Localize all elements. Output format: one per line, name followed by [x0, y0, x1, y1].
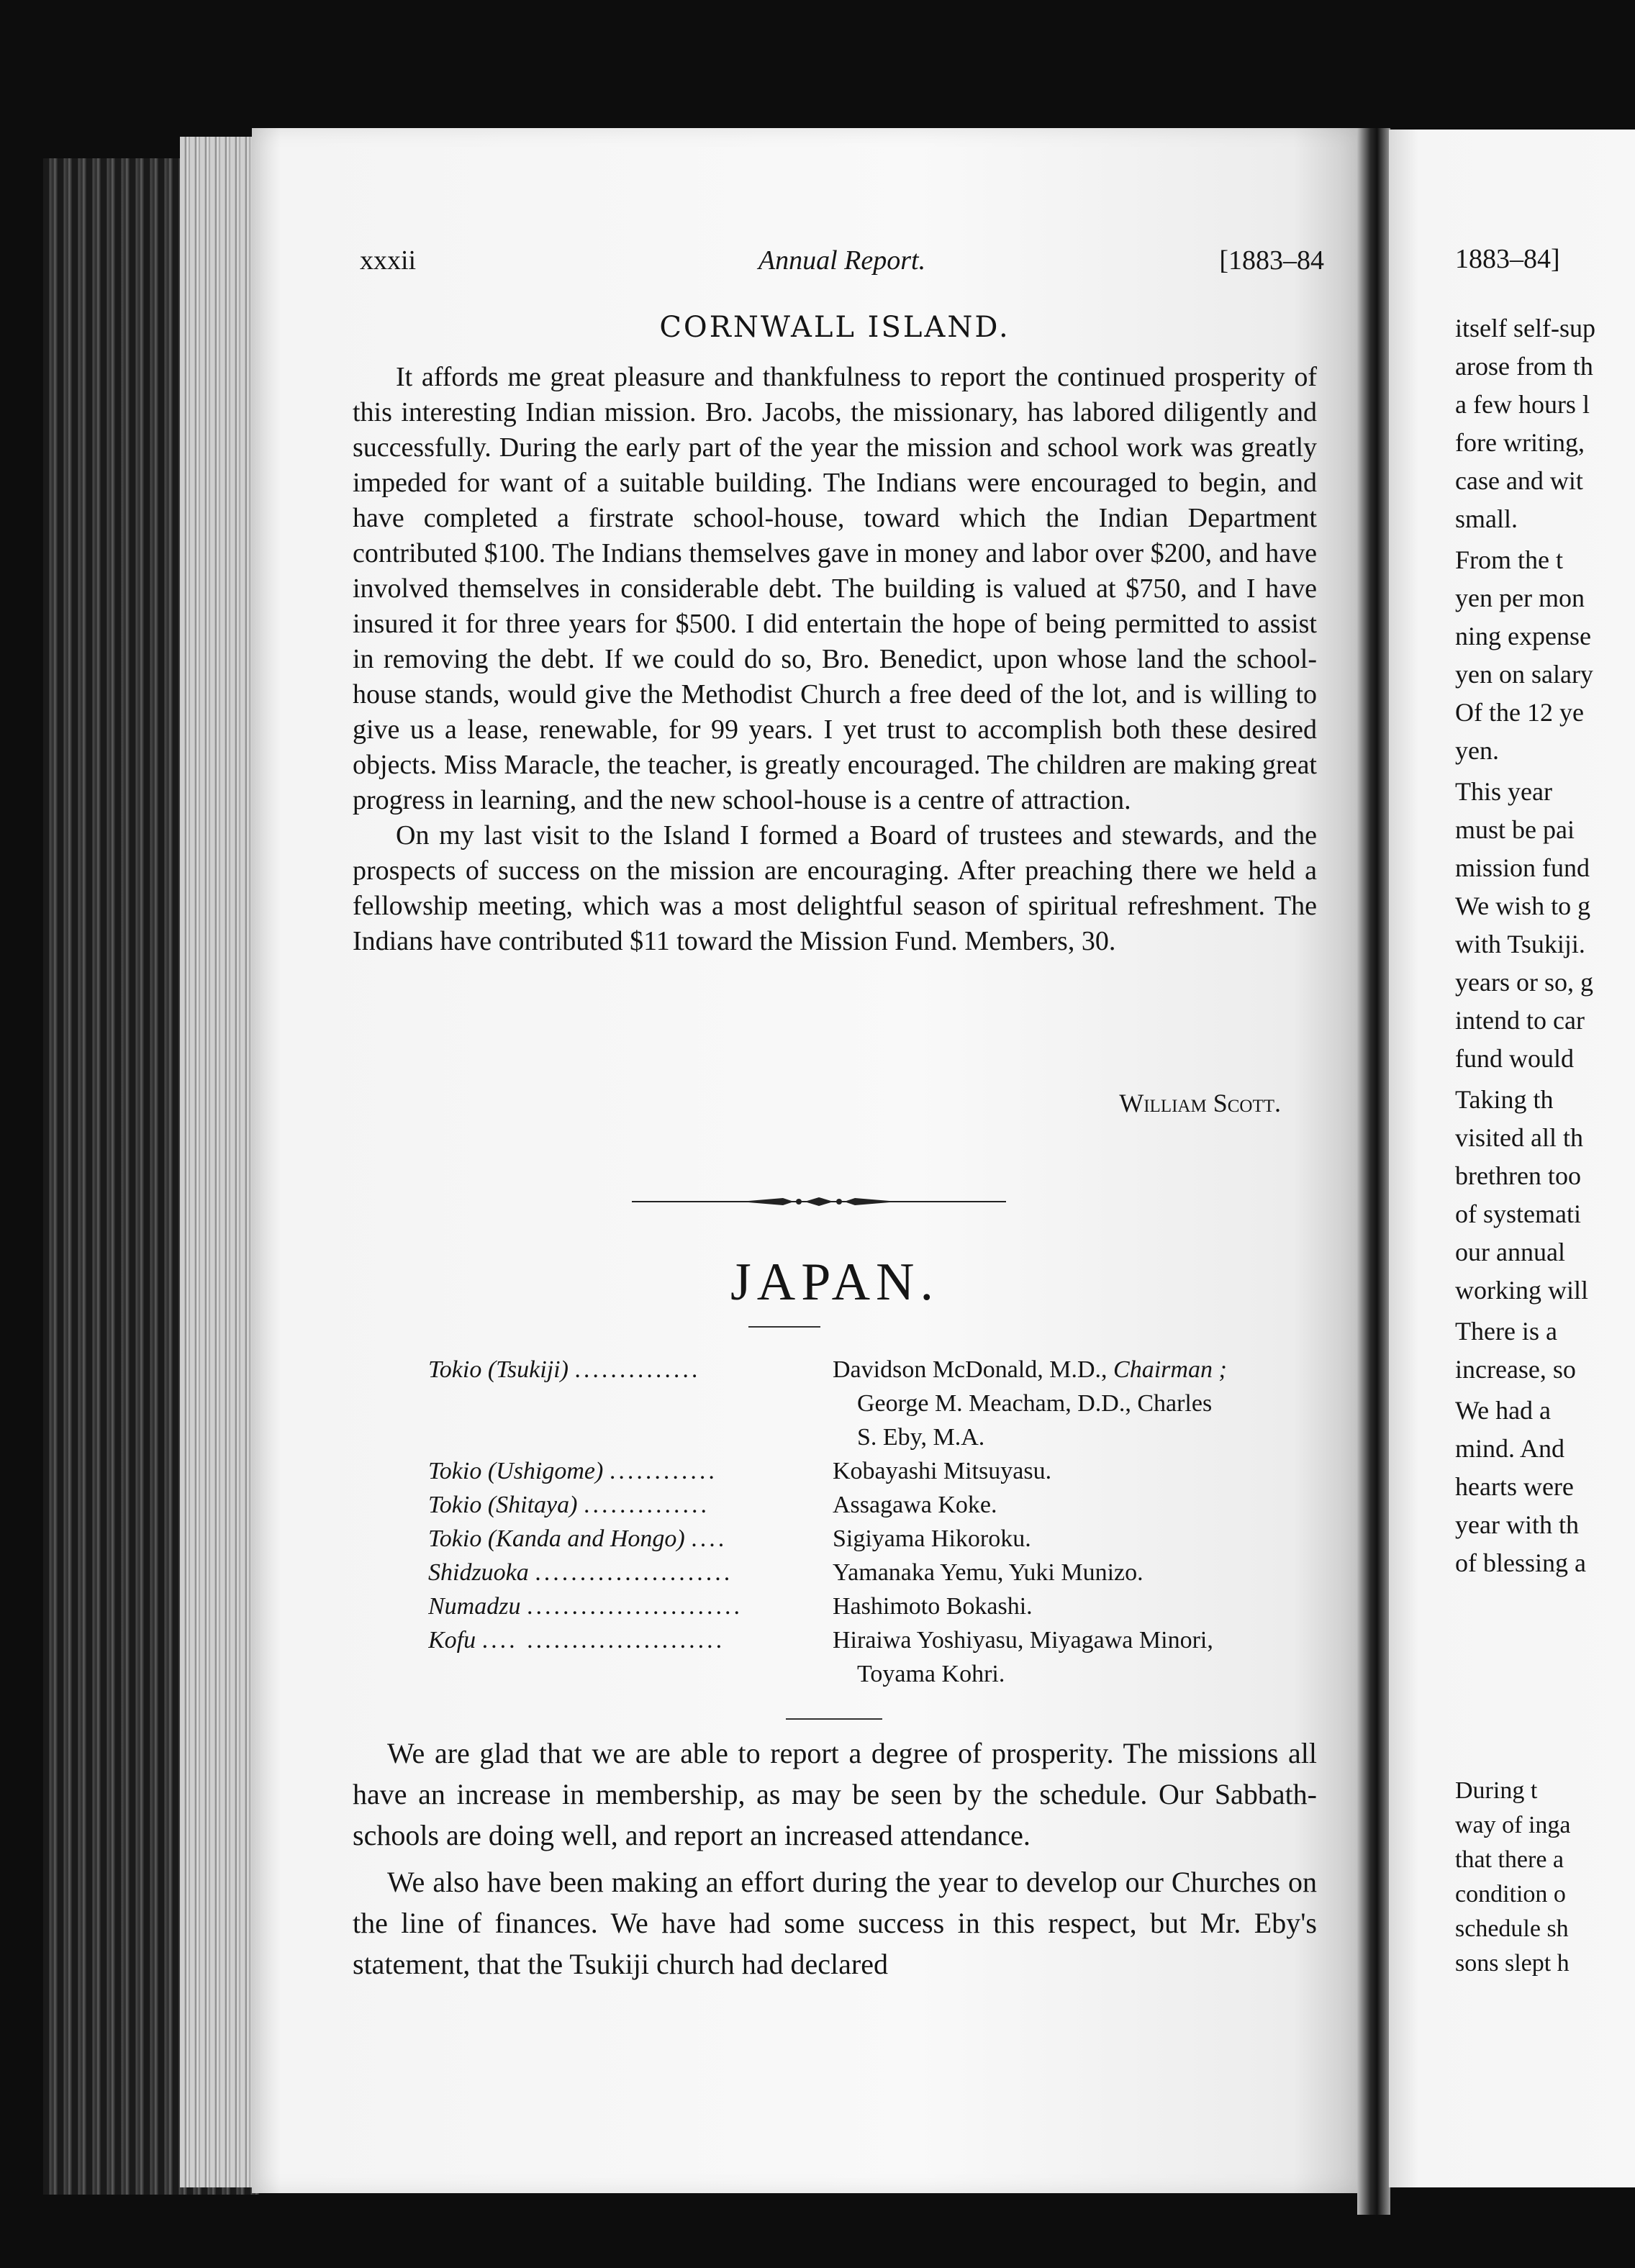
right-page-line: yen on salary	[1455, 660, 1593, 689]
right-page-line: From the t	[1455, 545, 1563, 574]
station-missionaries: Kobayashi Mitsuyasu.	[833, 1458, 1052, 1484]
right-page-line: intend to car	[1455, 1006, 1585, 1035]
right-page-line: schedule sh	[1455, 1915, 1569, 1942]
right-page-line: mission fund	[1455, 853, 1590, 882]
right-page-line: We had a	[1455, 1396, 1552, 1425]
right-running-head: 1883–84]	[1455, 244, 1560, 274]
leader-dots: ......................	[535, 1559, 733, 1586]
leader-dots: ..............	[574, 1356, 701, 1383]
leader-dots: ..............	[583, 1492, 710, 1518]
paragraph: On my last visit to the Island I formed a Board of trustees and stewards, and the prospects of success on the mission are encouraging. After preaching there we held a fellowship meeting, which was a most delightful season of spiritual refreshment. The Indians have contributed $11 toward the Mission Fund. Members, 30.	[353, 820, 1317, 956]
right-page-line: arose from th	[1455, 352, 1593, 381]
leader-dots: ....	[691, 1525, 728, 1552]
station-missionaries: Davidson McDonald, M.D.,	[833, 1356, 1114, 1383]
running-year: [1883–84	[1219, 245, 1324, 276]
station-place: Shidzuoka	[428, 1559, 529, 1586]
section-heading-cornwall: CORNWALL ISLAND.	[659, 311, 1010, 344]
paragraph: We are glad that we are able to report a degree of prosperity. The missions all have an increase in membership, as may be seen by the schedule. Our Sabbath-schools are doing well, and report an increased attendance.	[353, 1737, 1317, 1851]
right-page-line: working will	[1455, 1276, 1588, 1305]
right-page-line: case and wit	[1455, 466, 1583, 495]
station-missionaries: Hashimoto Bokashi.	[833, 1593, 1033, 1620]
right-page-line: visited all th	[1455, 1123, 1583, 1152]
book-gutter	[1357, 128, 1390, 2215]
station-place: Numadzu	[428, 1593, 521, 1620]
station-missionaries: Assagawa Koke.	[833, 1492, 997, 1518]
ornamental-rule	[632, 1191, 1006, 1212]
right-page-line: itself self-sup	[1455, 314, 1595, 343]
right-page-line: our annual	[1455, 1238, 1565, 1266]
right-page-line: We wish to g	[1455, 892, 1591, 920]
heading-rule	[748, 1326, 820, 1328]
station-row	[428, 1353, 1321, 1454]
right-page-line: During t	[1455, 1777, 1538, 1804]
right-page-line: brethren too	[1455, 1161, 1581, 1190]
leader-dots: .... ......................	[481, 1627, 725, 1654]
station-place: Kofu	[428, 1627, 476, 1654]
station-row	[428, 1488, 1321, 1522]
station-missionaries: Yamanaka Yemu, Yuki Munizo.	[833, 1559, 1143, 1586]
right-page-line: condition o	[1455, 1881, 1566, 1908]
right-page-line: sons slept h	[1455, 1950, 1570, 1977]
right-page-line: Taking th	[1455, 1085, 1554, 1114]
running-title: Annual Report.	[758, 245, 926, 276]
station-row	[428, 1522, 1321, 1556]
cornwall-text	[353, 360, 1317, 959]
right-page-line: This year	[1455, 777, 1552, 806]
right-page-line: yen per mon	[1455, 584, 1585, 612]
station-row	[428, 1556, 1321, 1589]
running-head	[360, 245, 1324, 288]
station-place: Tokio (Ushigome)	[428, 1458, 604, 1484]
section-rule	[786, 1718, 882, 1720]
right-page-line: years or so, g	[1455, 968, 1593, 997]
station-continuation: Toyama Kohri.	[857, 1661, 1005, 1687]
right-page-line: a few hours l	[1455, 390, 1590, 419]
right-page-line: of systemati	[1455, 1199, 1581, 1228]
station-continuation: S. Eby, M.A.	[857, 1424, 985, 1451]
right-page-line: increase, so	[1455, 1355, 1576, 1384]
right-page-line: There is a	[1455, 1317, 1557, 1346]
right-page-line: year with th	[1455, 1510, 1579, 1539]
station-row	[428, 1454, 1321, 1488]
signature: William Scott.	[1119, 1089, 1281, 1117]
section-heading-japan: JAPAN.	[730, 1253, 939, 1312]
station-row	[428, 1623, 1321, 1691]
station-place: Tokio (Tsukiji)	[428, 1356, 569, 1383]
right-page-line: ning expense	[1455, 622, 1591, 650]
right-page-line: yen.	[1455, 736, 1499, 765]
right-page-line: fore writing,	[1455, 428, 1585, 457]
right-page-line: with Tsukiji.	[1455, 930, 1585, 958]
station-role: Chairman ;	[1113, 1356, 1227, 1383]
right-page-line: fund would	[1455, 1044, 1574, 1073]
page-edge-band	[180, 137, 259, 2187]
station-missionaries: Sigiyama Hikoroku.	[833, 1525, 1031, 1552]
station-list	[428, 1353, 1321, 1691]
station-place: Tokio (Kanda and Hongo)	[428, 1525, 685, 1552]
page-number: xxxii	[360, 245, 417, 276]
station-place: Tokio (Shitaya)	[428, 1492, 578, 1518]
station-row	[428, 1589, 1321, 1623]
leader-dots: ........................	[526, 1593, 743, 1620]
leader-dots: ............	[609, 1458, 717, 1484]
right-page-line: mind. And	[1455, 1434, 1565, 1463]
paragraph: It affords me great pleasure and thankfulness to report the continued prosperity of this interesting Indian mission. Bro. Jacobs, the missionary, has labored diligently and successfully. During the early part of the year the mission and school work was greatly impeded for want of a suitable building. The Indians were encouraged to begin, and have completed a firstrate school-house, toward which the Indian Department contributed $100. The Indians themselves gave in money and labor over $200, and have involved themselves in considerable debt. The building is valued at $750, and I have insured it for three years for $500. I did entertain the hope of being permitted to assist in removing the debt. If we could do so, Bro. Benedict, upon whose land the school-house stands, would give the Methodist Church a free deed of the lot, and is willing to give us a lease, renewable, for 99 years. I yet trust to accomplish both these desired objects. Miss Maracle, the teacher, is greatly encouraged. The children are making great progress in learning, and the new school-house is a centre of attraction.	[353, 362, 1317, 815]
paragraph: We also have been making an effort during the year to develop our Churches on the line of finances. We have had some success in this respect, but Mr. Eby's statement, that the Tsukiji church had declared	[353, 1866, 1317, 1980]
right-page-line: must be pai	[1455, 815, 1575, 844]
japan-text	[353, 1733, 1317, 1984]
right-page-line: way of inga	[1455, 1812, 1571, 1838]
right-page-line: hearts were	[1455, 1472, 1574, 1501]
right-page-line: of blessing a	[1455, 1548, 1586, 1577]
right-page-line: small.	[1455, 504, 1518, 533]
station-continuation: George M. Meacham, D.D., Charles	[857, 1390, 1213, 1417]
station-missionaries: Hiraiwa Yoshiyasu, Miyagawa Minori,	[833, 1627, 1213, 1654]
right-page-line: Of the 12 ye	[1455, 698, 1584, 727]
right-page-line: that there a	[1455, 1846, 1564, 1873]
